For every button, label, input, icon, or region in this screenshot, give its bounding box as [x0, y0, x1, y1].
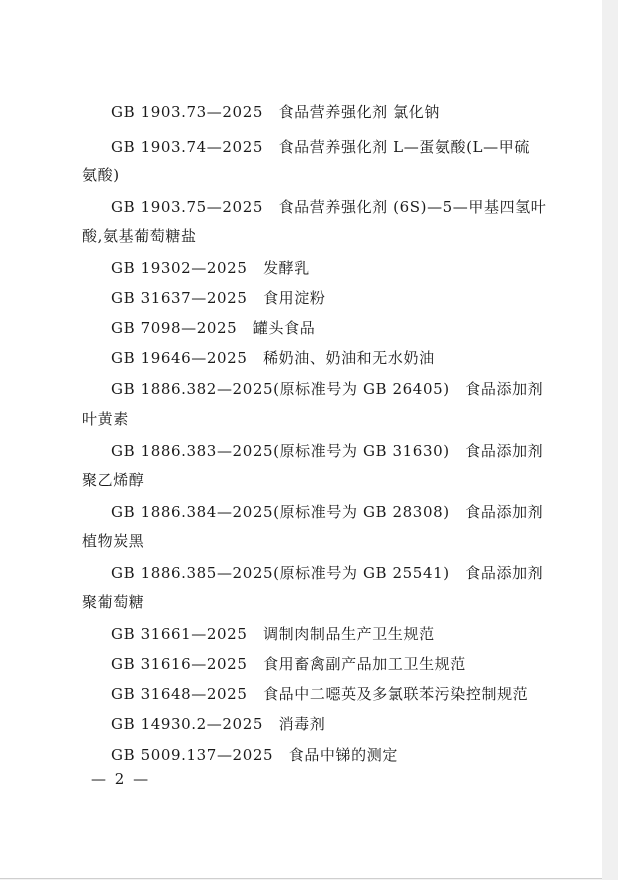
page-number: — 2 —: [91, 770, 151, 788]
scan-margin: [602, 0, 618, 880]
standard-entry-1886-383: GB 1886.383—2025(原标准号为 GB 31630) 食品添加剂: [111, 442, 544, 460]
standard-entry-31661: GB 31661—2025 调制肉制品生产卫生规范: [111, 625, 435, 643]
standard-entry-1903-75-continued: 酸,氨基葡萄糖盐: [82, 227, 197, 245]
standard-entry-31648: GB 31648—2025 食品中二噁英及多氯联苯污染控制规范: [111, 685, 529, 703]
standard-entry-7098: GB 7098—2025 罐头食品: [111, 319, 316, 337]
standard-entry-31637: GB 31637—2025 食用淀粉: [111, 289, 326, 307]
standard-entry-1903-74: GB 1903.74—2025 食品营养强化剂 L—蛋氨酸(L—甲硫: [111, 138, 530, 156]
standard-entry-1886-384: GB 1886.384—2025(原标准号为 GB 28308) 食品添加剂: [111, 503, 544, 521]
standard-entry-31616: GB 31616—2025 食用畜禽副产品加工卫生规范: [111, 655, 466, 673]
standard-entry-1886-385-continued: 聚葡萄糖: [82, 593, 145, 611]
standard-entry-19302: GB 19302—2025 发酵乳: [111, 259, 310, 277]
standard-entry-19646: GB 19646—2025 稀奶油、奶油和无水奶油: [111, 349, 435, 367]
standard-entry-1886-382: GB 1886.382—2025(原标准号为 GB 26405) 食品添加剂: [111, 380, 544, 398]
standard-entry-5009-137: GB 5009.137—2025 食品中锑的测定: [111, 746, 398, 764]
standard-entry-1886-383-continued: 聚乙烯醇: [82, 471, 145, 489]
standard-entry-1903-74-continued: 氨酸): [82, 166, 120, 184]
standard-entry-1886-385: GB 1886.385—2025(原标准号为 GB 25541) 食品添加剂: [111, 564, 544, 582]
standard-entry-1903-73: GB 1903.73—2025 食品营养强化剂 氯化钠: [111, 103, 440, 121]
standard-entry-14930-2: GB 14930.2—2025 消毒剂: [111, 715, 326, 733]
standard-entry-1886-384-continued: 植物炭黑: [82, 532, 145, 550]
standard-entry-1886-382-continued: 叶黄素: [82, 410, 129, 428]
standard-entry-1903-75: GB 1903.75—2025 食品营养强化剂 (6S)—5—甲基四氢叶: [111, 198, 547, 216]
